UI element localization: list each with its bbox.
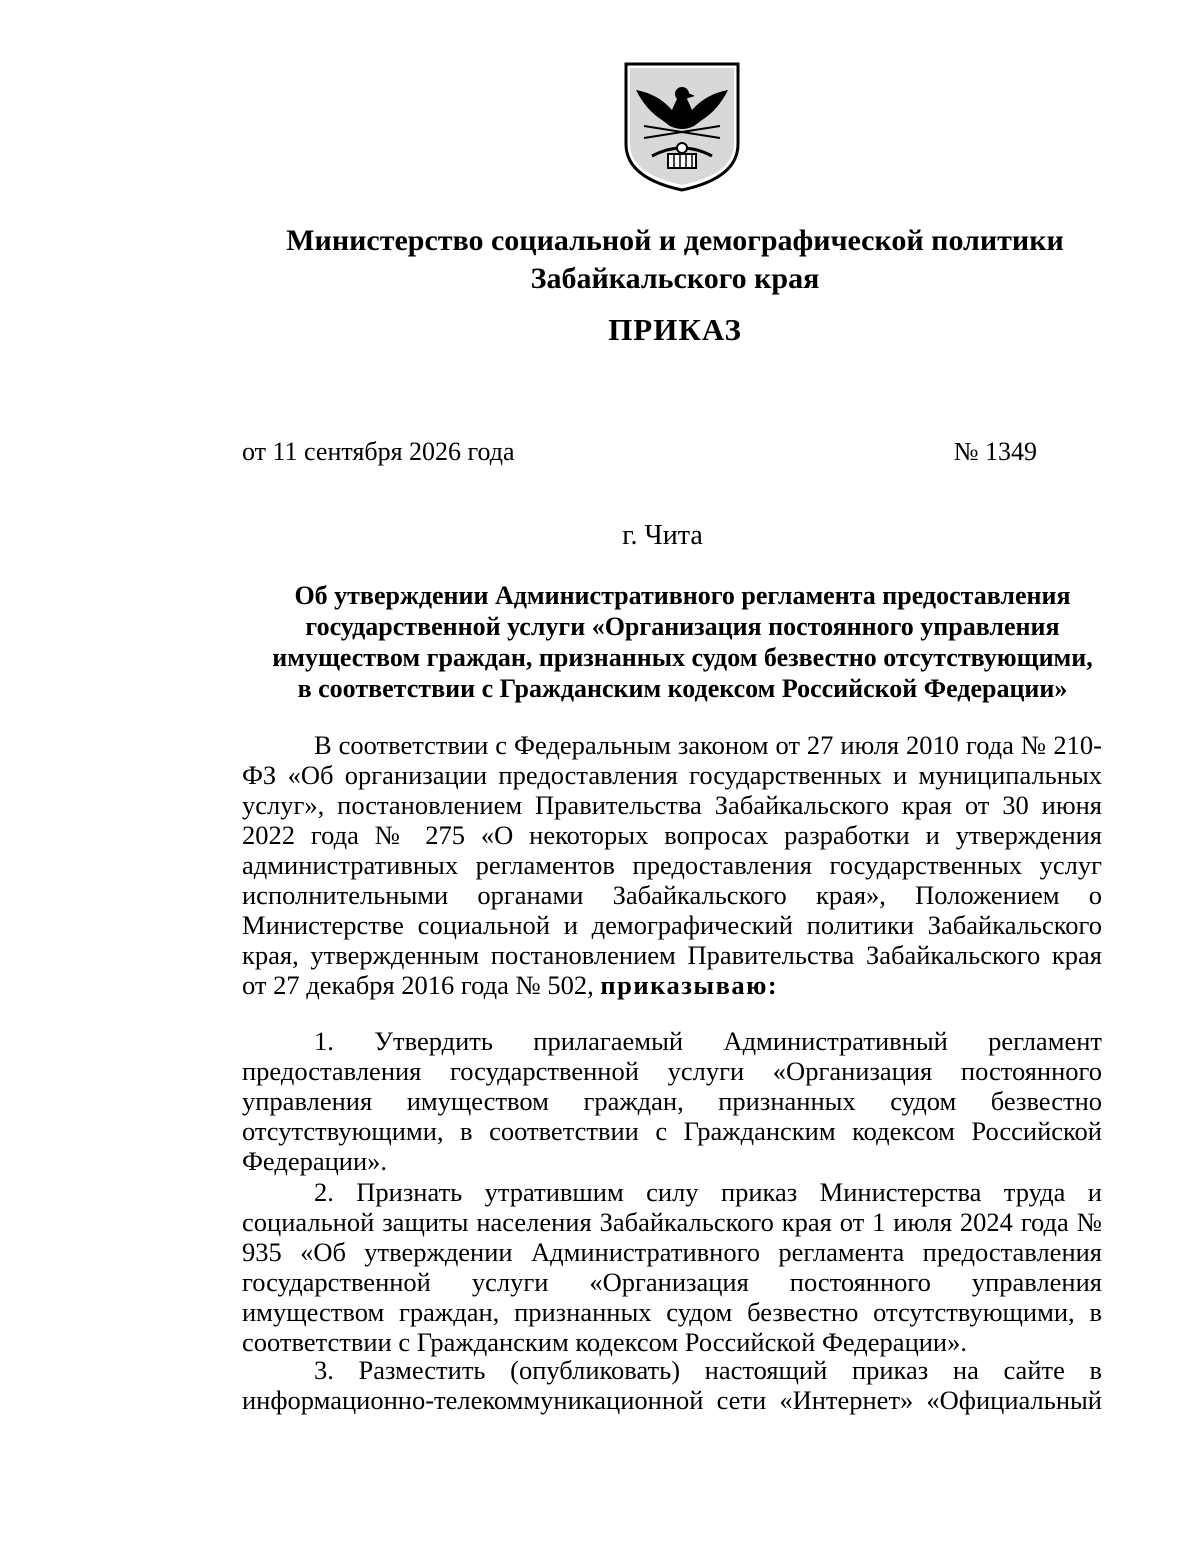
order-item-3 [242, 1355, 1102, 1415]
ministry-name-line1: Министерство социальной и демографической политики [286, 224, 1064, 257]
order-item-1 [242, 1026, 1102, 1176]
order-item-2-text: 2. Признать утратившим силу приказ Министерства труда и социальной защиты населения Забайкальского края от 1 июля 2024 года № 935 «Об утверждении Административного регламента предоставления государственной услуги «Организация постоянного управления имуществом граждан, признанных судом безвестно отсутствующими, в соответствии с Гражданским кодексом Российской Федерации». [242, 1177, 1102, 1357]
subject-line: Об утверждении Административного регламента предоставления [294, 581, 1071, 610]
subject-line: государственной услуги «Организация постоянного управления [305, 612, 1060, 641]
date-number-row [242, 437, 1037, 467]
order-item-3-text: 3. Разместить (опубликовать) настоящий приказ на сайте в информационно-телекоммуникационной сети «Интернет» «Официальный [242, 1355, 1102, 1415]
order-word: приказываю: [600, 970, 779, 1000]
ministry-name [200, 222, 1150, 298]
document-type: ПРИКАЗ [608, 312, 742, 347]
document-subject [200, 580, 1165, 704]
document-date: от 11 сентября 2026 года [242, 437, 515, 466]
legal-basis-text: В соответствии с Федеральным законом от 27 июля 2010 года № 210-ФЗ «Об организации предоставления государственных и муниципальных услуг», постановлением Правительства Забайкальского края от 30 июня 2022 года № 275 «О некоторых вопросах разработки и утверждения административных регламентов предоставления государственных услуг исполнительными органами Забайкальского края», Положением о Министерстве социальной и демографический политики Забайкальского края, утвержденным постановлением Правительства Забайкальского края от 27 декабря 2016 года № 502, [242, 730, 1102, 1000]
legal-basis-paragraph [242, 730, 1102, 1000]
ministry-name-line2: Забайкальского края [530, 262, 820, 295]
order-item-1-text: 1. Утвердить прилагаемый Административный регламент предоставления государственной услуги «Организация постоянного управления имуществом граждан, признанных судом безвестно отсутствующими, в соответствии с Гражданским кодексом Российской Федерации». [242, 1026, 1102, 1176]
document-city: г. Чита [622, 520, 703, 551]
coat-of-arms-icon [622, 60, 742, 192]
subject-line: имуществом граждан, признанных судом безвестно отсутствующими, [272, 643, 1093, 672]
order-item-2 [242, 1177, 1102, 1357]
document-number: № 1349 [953, 437, 1037, 466]
subject-line: в соответствии с Гражданским кодексом Российской Федерации» [297, 674, 1068, 703]
